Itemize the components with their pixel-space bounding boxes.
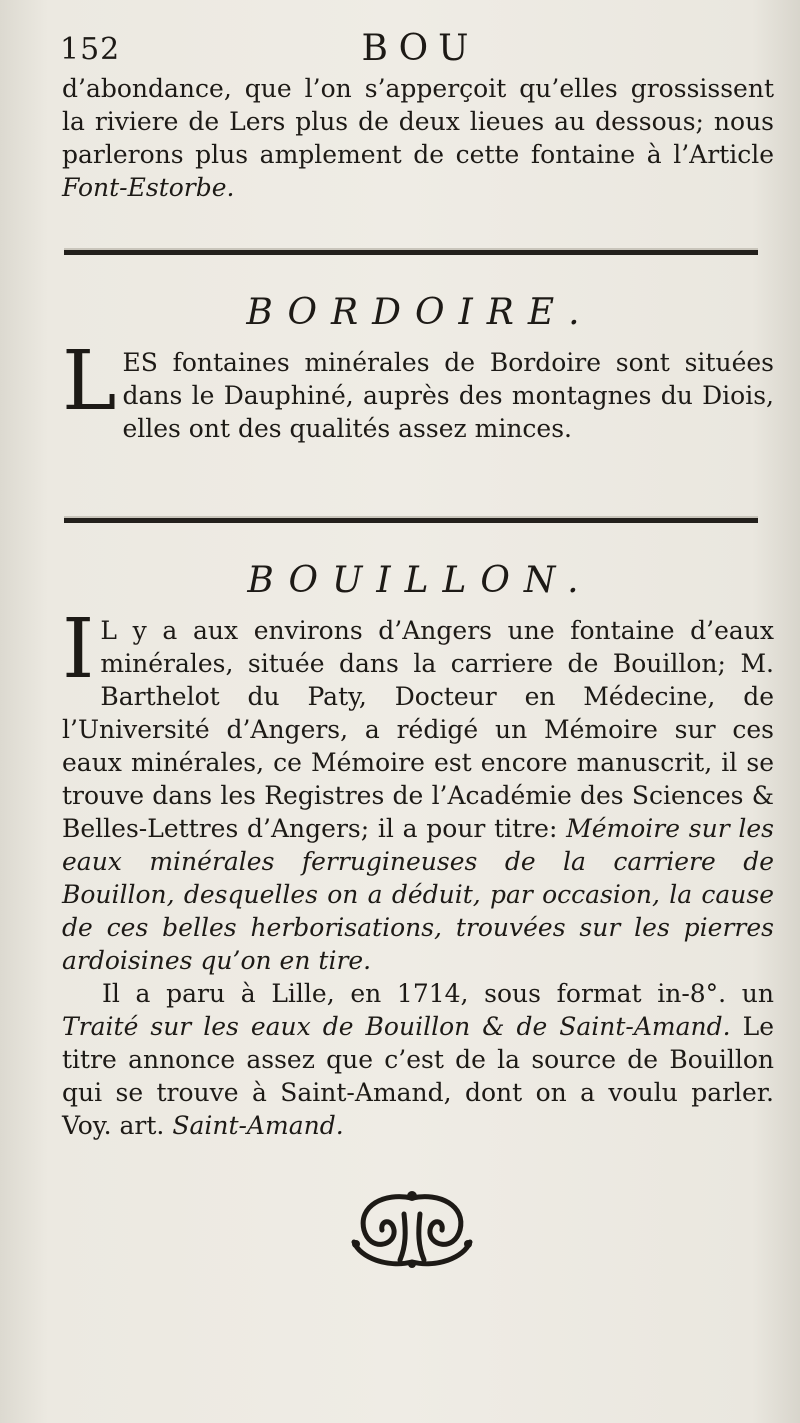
section-rule: [64, 250, 758, 255]
paragraph-text: Le titre annonce assez que c’est de la source de Bouillon qui se trouve à Saint-Amand, dont on a voulu parler. Voy. art.: [62, 1012, 775, 1140]
entry-title-bouillon: BOUILLON.: [247, 560, 593, 601]
page-number: 152: [60, 32, 121, 67]
running-headword: BOU: [361, 28, 479, 69]
entry-text: L y a aux environs d’Angers une fontaine d’eaux minérales, située dans la carriere de Bouillon; M. Barthelot du Paty, Docteur en Médecine, de l’Université d’Angers, a rédigé un Mémoire sur ces eaux minérales, ce Mémoire est encore manuscrit, il se trouve dans les Registres de l’Académie des Sciences & Belles-Lettres d’Angers; il a pour titre:: [62, 616, 774, 843]
fleuron-icon: [344, 1188, 480, 1272]
continuation-paragraph: [62, 72, 774, 204]
drop-cap: L: [62, 334, 117, 429]
entry-body-bordoire: [62, 334, 774, 445]
cross-reference: Saint-Amand.: [172, 1111, 344, 1140]
second-paragraph: [62, 977, 774, 1142]
cross-reference: Font-Estorbe.: [62, 173, 235, 202]
entry-body-bouillon: [62, 602, 775, 1142]
memoire-title: Mémoire sur les eaux minérales ferrugineuses de la carriere de Bouillon, desquelles on a déduit, par occasion, la cause de ces belles herborisations, trouvées sur les pierres ardoisines qu’on en tire.: [62, 814, 775, 975]
continuation-text: d’abondance, que l’on s’apperçoit qu’elles grossissent la riviere de Lers plus de deux lieues au dessous; nous parlerons plus amplement de cette fontaine à l’Article: [62, 74, 774, 169]
treatise-title: Traité sur les eaux de Bouillon & de Saint-Amand.: [62, 1012, 731, 1041]
drop-cap: I: [62, 602, 95, 697]
entry-title-bordoire: BORDOIRE.: [246, 292, 594, 333]
paragraph-text: Il a paru à Lille, en 1714, sous format in-8°. un: [102, 979, 774, 1008]
running-head: [60, 28, 780, 68]
section-rule: [64, 518, 758, 523]
entry-text: ES fontaines minérales de Bordoire sont situées dans le Dauphiné, auprès des montagnes du Diois, elles ont des qualités assez minces.: [122, 348, 774, 443]
